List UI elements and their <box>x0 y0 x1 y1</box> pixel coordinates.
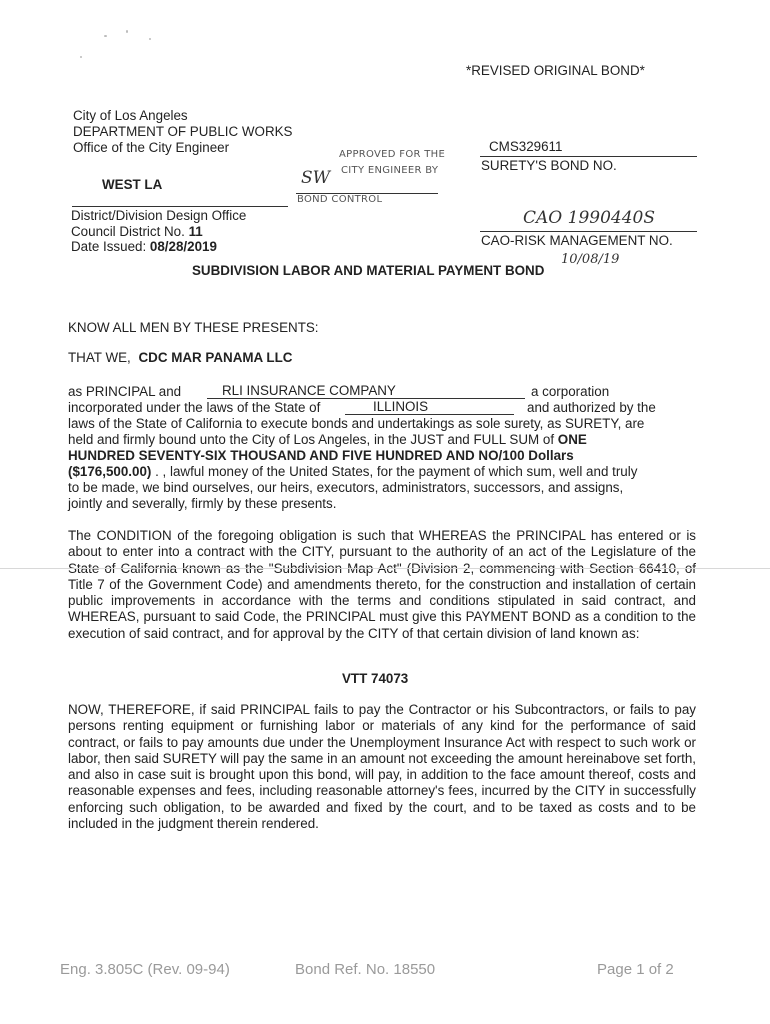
department-name: DEPARTMENT OF PUBLIC WORKS <box>73 124 293 139</box>
district-office-caption: District/Division Design Office <box>71 208 247 223</box>
district-office-value: WEST LA <box>102 177 163 192</box>
state-name: ILLINOIS <box>373 399 429 414</box>
that-we-line <box>68 350 292 366</box>
council-district-value: 11 <box>188 224 203 239</box>
paragraph1-line4 <box>68 432 587 448</box>
paragraph1-line3: laws of the State of California to execute bonds and undertakings as sole surety, as SURETY, are <box>68 416 645 431</box>
condition-paragraph: The CONDITION of the foregoing obligation is such that WHEREAS the PRINCIPAL has entered or is about to enter into a contract with the CITY, pursuant to the authority of an act of the Legislature of the State of California known as the "Subdivision Map Act" (Division 2, commencing with Section 66410, of Title 7 of the Government Code) and amendments thereto, for the construction and installation of certain public improvements in accordance with the terms and conditions stipulated in said contract, and WHEREAS, pursuant to said Code, the PRINCIPAL must give this PAYMENT BOND as a condition to the execution of said contract, and for approval by the CITY of that certain division of land known as: <box>68 528 696 641</box>
document-title: SUBDIVISION LABOR AND MATERIAL PAYMENT BOND <box>192 263 545 278</box>
cao-date-handwritten: 10/08/19 <box>561 252 620 267</box>
principal-name: CDC MAR PANAMA LLC <box>138 350 293 365</box>
city-name: City of Los Angeles <box>73 108 188 123</box>
that-we-label: THAT WE, <box>68 350 131 365</box>
incorporated-label: incorporated under the laws of the State of <box>68 400 321 415</box>
surety-bond-underline <box>480 156 697 157</box>
scan-speck <box>80 56 82 58</box>
paragraph1-line8: jointly and severally, firmly by these presents. <box>68 496 337 511</box>
office-name: Office of the City Engineer <box>73 140 230 155</box>
date-issued-value: 08/28/2019 <box>149 239 217 254</box>
know-all-heading: KNOW ALL MEN BY THESE PRESENTS: <box>68 320 319 335</box>
revised-label: *REVISED ORIGINAL BOND* <box>466 63 645 78</box>
scan-artifact-line <box>0 568 770 569</box>
approval-stamp-line1: APPROVED FOR THE <box>339 149 446 160</box>
paragraph1-line7: to be made, we bind ourselves, our heirs, executors, administrators, successors, and assigns, <box>68 480 624 495</box>
page-number: Page 1 of 2 <box>597 961 674 978</box>
date-issued-label: Date Issued: <box>71 239 150 254</box>
cao-number-handwritten: CAO 1990440S <box>523 208 655 228</box>
tract-number: VTT 74073 <box>342 671 409 686</box>
sum-figures: ($176,500.00) <box>68 464 152 479</box>
surety-bond-number: CMS329611 <box>489 139 563 154</box>
sum-words: HUNDRED SEVENTY-SIX THOUSAND AND FIVE HUNDRED AND NO/100 Dollars <box>68 448 574 463</box>
scan-speck <box>149 38 151 40</box>
surety-name: RLI INSURANCE COMPANY <box>222 383 396 398</box>
approval-initials: SW <box>301 168 331 188</box>
paragraph1-line6-text: . , lawful money of the United States, for the payment of which sum, well and truly <box>151 464 638 479</box>
approval-stamp-line2: CITY ENGINEER BY <box>341 165 439 176</box>
authorized-label: and authorized by the <box>527 400 656 415</box>
now-therefore-paragraph: NOW, THEREFORE, if said PRINCIPAL fails to pay the Contractor or his Subcontractors, or fails to pay persons renting equipment or furnishing labor or materials of any kind for the performance of said contract, or fails to pay amounts due under the Unemployment Insurance Act with respect to such work or labor, then said SURETY will pay the same in an amount not exceeding the amount hereinabove set forth, and also in case suit is brought upon this bond, will pay, in addition to the face amount thereof, costs and reasonable expenses and fees, including reasonable attorney's fees, incurred by the CITY in successfully enforcing such obligation, to be awarded and fixed by the court, and to be taxed as costs and to be included in the judgment therein rendered. <box>68 702 696 832</box>
sum-words-start: ONE <box>557 432 587 447</box>
as-principal-label: as PRINCIPAL and <box>68 384 182 399</box>
paragraph1-line6 <box>68 464 637 480</box>
council-district <box>71 224 203 240</box>
paragraph1-line4-text: held and firmly bound unto the City of Los Angeles, in the JUST and FULL SUM of <box>68 432 558 447</box>
cao-caption: CAO-RISK MANAGEMENT NO. <box>481 233 673 248</box>
surety-bond-caption: SURETY'S BOND NO. <box>481 158 617 173</box>
scan-speck <box>126 30 128 33</box>
council-district-label: Council District No. <box>71 224 189 239</box>
bond-control-caption: BOND CONTROL <box>297 194 383 205</box>
scan-speck <box>104 35 107 37</box>
date-issued <box>71 239 217 255</box>
bond-reference: Bond Ref. No. 18550 <box>295 961 436 978</box>
form-number: Eng. 3.805C (Rev. 09-94) <box>60 961 230 978</box>
cao-underline <box>480 231 697 232</box>
district-office-underline <box>72 206 288 207</box>
state-name-underline <box>345 414 514 415</box>
surety-name-underline <box>207 398 525 399</box>
corporation-label: a corporation <box>531 384 610 399</box>
